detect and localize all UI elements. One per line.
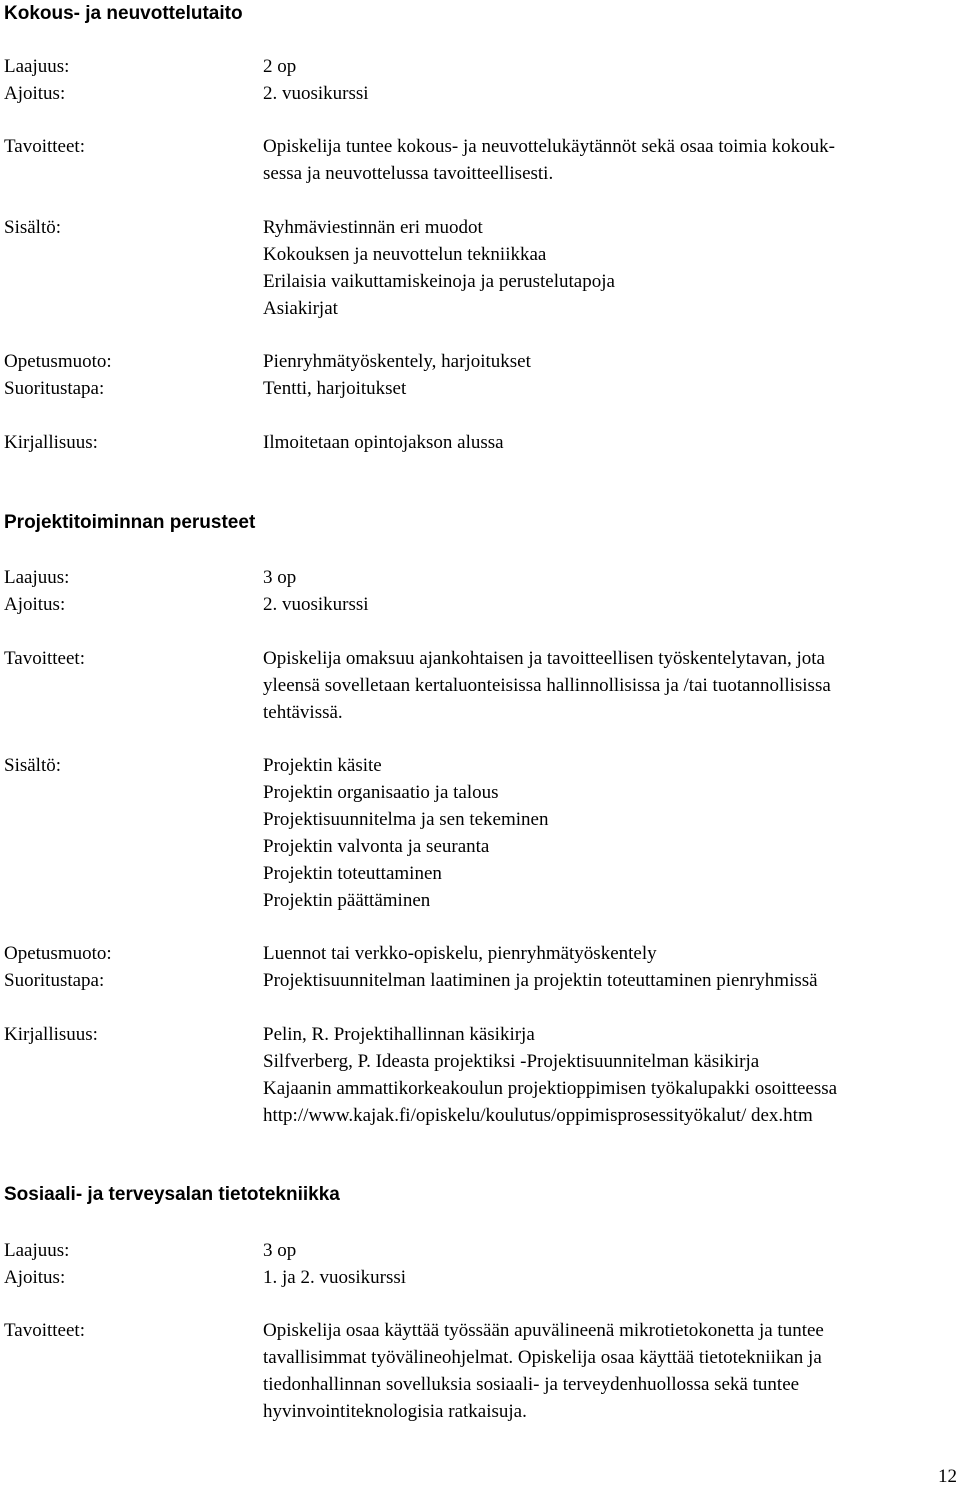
list-item: Kokouksen ja neuvottelun tekniikkaa	[263, 244, 547, 265]
value-suoritustapa: Tentti, harjoitukset	[263, 378, 407, 399]
text-line: tiedonhallinnan sovelluksia sosiaali- ja terveydenhuollossa sekä tuntee	[263, 1374, 800, 1395]
value-laajuus: 3 op	[263, 567, 297, 588]
value-sisalto	[263, 752, 960, 914]
literature-item: Silfverberg, P. Ideasta projektiksi -Projektisuunnitelman käsikirja	[263, 1051, 760, 1072]
label-laajuus: Laajuus:	[4, 567, 70, 588]
list-item: Projektisuunnitelma ja sen tekeminen	[263, 809, 549, 830]
value-kirjallisuus	[263, 429, 960, 456]
list-item: Erilaisia vaikuttamiskeinoja ja perustelutapoja	[263, 271, 615, 292]
value-laajuus: 3 op	[263, 1240, 297, 1261]
label-laajuus: Laajuus:	[4, 1240, 70, 1261]
label-opetusmuoto: Opetusmuoto:	[4, 943, 112, 964]
list-item: Projektin organisaatio ja talous	[263, 782, 499, 803]
text-line: tavallisimmat työvälineohjelmat. Opiskelija osaa käyttää tietotekniikan ja	[263, 1347, 822, 1368]
label-ajoitus: Ajoitus:	[4, 83, 66, 104]
text-line: Opiskelija osaa käyttää työssään apuvälineenä mikrotietokonetta ja tuntee	[263, 1320, 824, 1341]
label-kirjallisuus: Kirjallisuus:	[4, 432, 98, 453]
section-title: Projektitoiminnan perusteet	[4, 512, 256, 533]
text-line: Opiskelija tuntee kokous- ja neuvottelukäytännöt sekä osaa toimia kokouk-	[263, 136, 835, 157]
list-item: Projektin toteuttaminen	[263, 863, 442, 884]
label-sisalto: Sisältö:	[4, 755, 62, 776]
value-ajoitus: 2. vuosikurssi	[263, 83, 369, 104]
label-ajoitus: Ajoitus:	[4, 594, 66, 615]
list-item: Projektin valvonta ja seuranta	[263, 836, 490, 857]
value-opetusmuoto: Pienryhmätyöskentely, harjoitukset	[263, 351, 531, 372]
label-suoritustapa: Suoritustapa:	[4, 378, 105, 399]
list-item: Asiakirjat	[263, 298, 338, 319]
value-suoritustapa: Projektisuunnitelman laatiminen ja projektin toteuttaminen pienryhmissä	[263, 970, 818, 991]
label-suoritustapa: Suoritustapa:	[4, 970, 105, 991]
label-kirjallisuus: Kirjallisuus:	[4, 1024, 98, 1045]
section-title: Sosiaali- ja terveysalan tietotekniikka	[4, 1184, 340, 1205]
value-kirjallisuus	[263, 1021, 960, 1129]
literature-item: Ilmoitetaan opintojakson alussa	[263, 432, 504, 453]
label-tavoitteet: Tavoitteet:	[4, 136, 85, 157]
value-laajuus: 2 op	[263, 56, 297, 77]
text-line: hyvinvointiteknologisia ratkaisuja.	[263, 1401, 527, 1422]
label-opetusmuoto: Opetusmuoto:	[4, 351, 112, 372]
value-sisalto	[263, 214, 960, 322]
literature-link[interactable]: http://www.kajak.fi/opiskelu/koulutus/oppimisprosessityökalut/ dex.htm	[263, 1105, 813, 1126]
value-opetusmuoto: Luennot tai verkko-opiskelu, pienryhmätyöskentely	[263, 943, 657, 964]
label-tavoitteet: Tavoitteet:	[4, 648, 85, 669]
value-tavoitteet	[263, 645, 960, 726]
value-ajoitus: 1. ja 2. vuosikurssi	[263, 1267, 407, 1288]
page-number: 12	[938, 1466, 957, 1487]
list-item: Projektin käsite	[263, 755, 382, 776]
label-ajoitus: Ajoitus:	[4, 1267, 66, 1288]
value-tavoitteet	[263, 133, 960, 187]
label-sisalto: Sisältö:	[4, 217, 62, 238]
text-line: yleensä sovelletaan kertaluonteisissa hallinnollisissa ja /tai tuotannollisissa	[263, 675, 831, 696]
list-item: Projektin päättäminen	[263, 890, 431, 911]
label-tavoitteet: Tavoitteet:	[4, 1320, 85, 1341]
value-ajoitus: 2. vuosikurssi	[263, 594, 369, 615]
text-line: tehtävissä.	[263, 702, 343, 723]
section-title: Kokous- ja neuvottelutaito	[4, 3, 243, 24]
label-laajuus: Laajuus:	[4, 56, 70, 77]
value-tavoitteet	[263, 1317, 960, 1425]
text-line: sessa ja neuvottelussa tavoitteellisesti.	[263, 163, 554, 184]
literature-item: Kajaanin ammattikorkeakoulun projektioppimisen työkalupakki osoitteessa	[263, 1078, 838, 1099]
literature-item: Pelin, R. Projektihallinnan käsikirja	[263, 1024, 535, 1045]
list-item: Ryhmäviestinnän eri muodot	[263, 217, 483, 238]
text-line: Opiskelija omaksuu ajankohtaisen ja tavoitteellisen työskentelytavan, jota	[263, 648, 825, 669]
